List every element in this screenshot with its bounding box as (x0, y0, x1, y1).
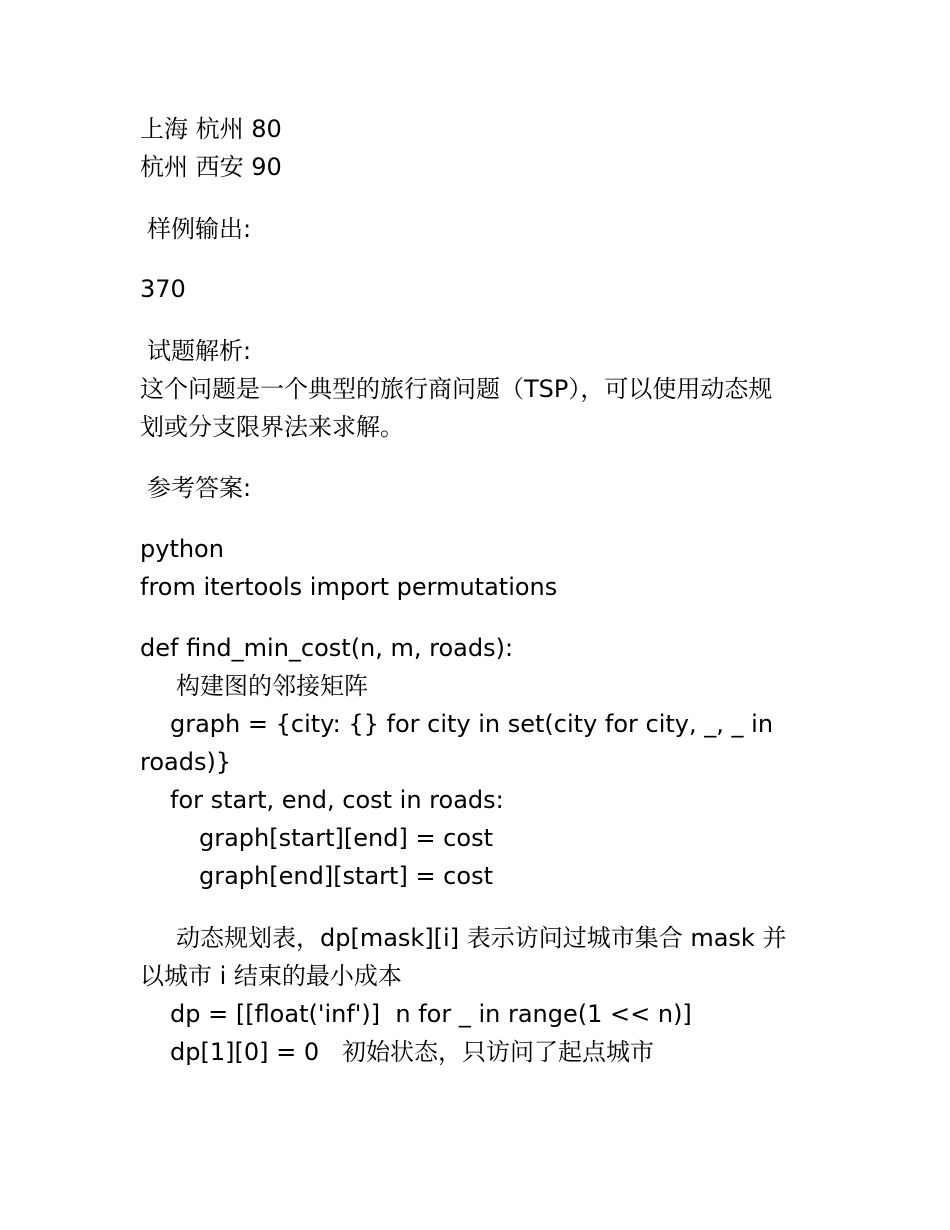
code-comment-dp-2: 以城市 i 结束的最小成本 (140, 962, 402, 990)
analysis-line-1: 这个问题是一个典型的旅行商问题（TSP），可以使用动态规 (140, 375, 773, 403)
sample-output-value: 370 (140, 275, 186, 303)
code-dp-init: dp = [[float('inf')] n for _ in range(1 << n)] (170, 1000, 692, 1028)
code-assign-2: graph[end][start] = cost (199, 862, 493, 890)
sample-output-heading: 样例输出: (147, 215, 252, 243)
analysis-line-2: 划或分支限界法来求解。 (140, 413, 404, 441)
code-language: python (140, 535, 224, 563)
code-assign-1: graph[start][end] = cost (199, 824, 493, 852)
code-comment-dp-1: 动态规划表，dp[mask][i] 表示访问过城市集合 mask 并 (176, 924, 787, 952)
code-for-loop: for start, end, cost in roads: (170, 786, 504, 814)
sample-input-line-1: 上海 杭州 80 (140, 115, 282, 143)
answer-heading: 参考答案: (147, 474, 252, 502)
code-graph-line-1: graph = {city: {} for city in set(city for city, _, _ in (170, 710, 774, 738)
code-import: from itertools import permutations (140, 573, 558, 601)
analysis-heading: 试题解析: (147, 337, 252, 365)
code-def: def find_min_cost(n, m, roads): (140, 634, 514, 662)
code-dp-start: dp[1][0] = 0 初始状态，只访问了起点城市 (170, 1038, 654, 1066)
code-comment-graph: 构建图的邻接矩阵 (176, 672, 368, 700)
code-graph-line-2: roads)} (140, 748, 232, 776)
sample-input-line-2: 杭州 西安 90 (140, 153, 282, 181)
